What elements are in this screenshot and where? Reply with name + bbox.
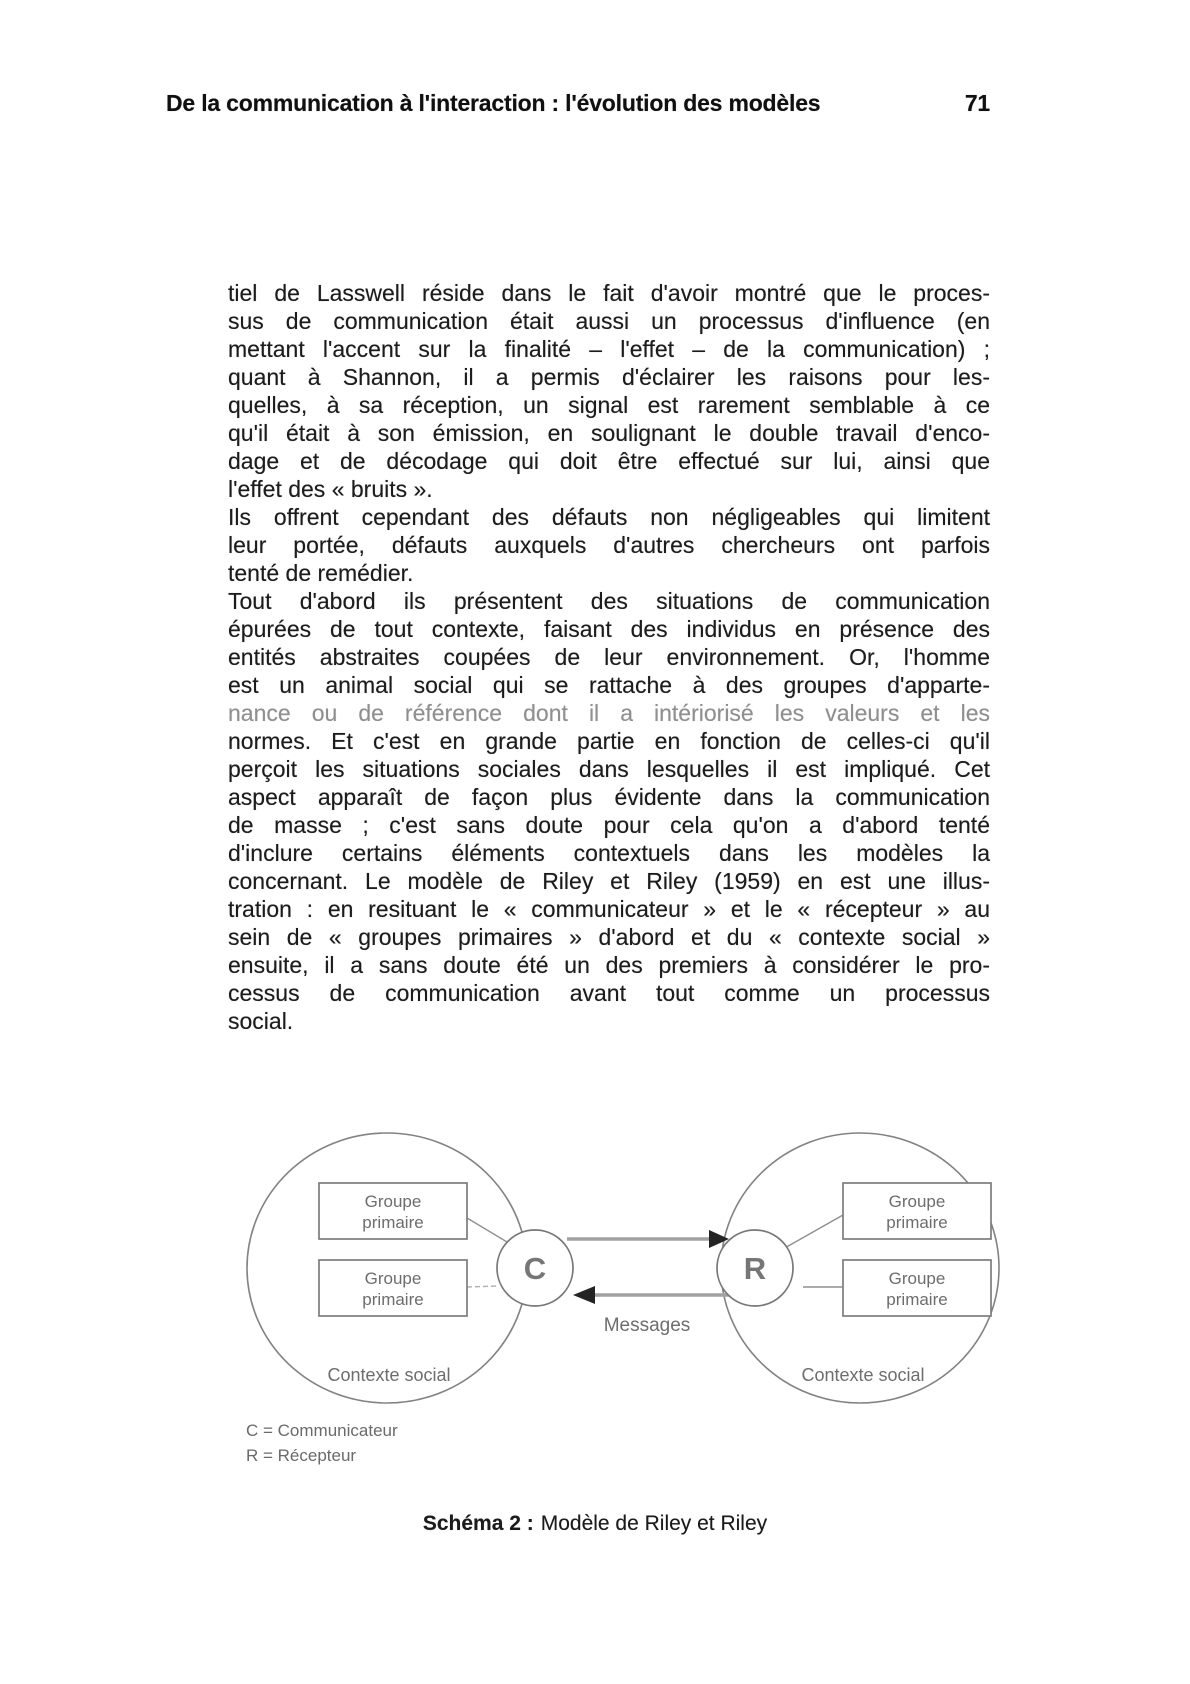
- connector-r-to-topright-box: [783, 1215, 843, 1249]
- group-label: Groupe: [888, 1192, 946, 1211]
- group-label: Groupe: [888, 1269, 946, 1288]
- messages-label: Messages: [603, 1315, 691, 1336]
- text-line: tiel de Lasswell réside dans le fait d'avoir montré que le proces-: [228, 280, 990, 306]
- figure-caption: [0, 1512, 1190, 1536]
- text-line: Ils offrent cependant des défauts non négligeables qui limitent: [228, 504, 990, 530]
- text-line: mettant l'accent sur la finalité – l'effet – de la communication) ;: [228, 336, 990, 362]
- diagram-legend: [246, 1418, 398, 1468]
- text-line: ensuite, il a sans doute été un des premiers à considérer le pro-: [228, 952, 990, 978]
- text-line: est un animal social qui se rattache à des groupes d'apparte-: [228, 672, 990, 698]
- caption-text: Modèle de Riley et Riley: [540, 1512, 768, 1535]
- text-line: quant à Shannon, il a permis d'éclairer les raisons pour les-: [228, 364, 990, 390]
- text-line: perçoit les situations sociales dans lesquelles il est impliqué. Cet: [228, 756, 990, 782]
- text-line: qu'il était à son émission, en soulignant le double travail d'enco-: [228, 420, 990, 446]
- text-line: l'effet des « bruits ».: [228, 476, 433, 502]
- page-header: [166, 90, 990, 117]
- backward-arrow-icon: [573, 1286, 595, 1304]
- text-line: d'inclure certains éléments contextuels dans les modèles la: [228, 840, 990, 866]
- text-line: aspect apparaît de façon plus évidente dans la communication: [228, 784, 990, 810]
- text-line: tenté de remédier.: [228, 560, 414, 586]
- connector-bottomleft-box-to-c: [467, 1286, 499, 1287]
- communicator-label: C: [523, 1251, 547, 1286]
- text-line: concernant. Le modèle de Riley et Riley (1959) en est une illus-: [228, 868, 990, 894]
- group-label: Groupe: [364, 1192, 422, 1211]
- riley-diagram-svg: [215, 1118, 1015, 1418]
- receiver-label: R: [743, 1251, 767, 1286]
- group-label: primaire: [362, 1290, 424, 1309]
- text-line: tration : en resituant le « communicateur » et le « récepteur » au: [228, 896, 990, 922]
- text-line: de masse ; c'est sans doute pour cela qu'on a d'abord tenté: [228, 812, 990, 838]
- text-line: social.: [228, 1008, 294, 1034]
- text-line: sein de « groupes primaires » d'abord et du « contexte social »: [228, 924, 990, 950]
- text-line: leur portée, défauts auxquels d'autres chercheurs ont parfois: [228, 532, 990, 558]
- group-label: primaire: [886, 1213, 948, 1232]
- legend-line-receiver: R = Récepteur: [246, 1446, 357, 1465]
- text-line: nance ou de référence dont il a intériorisé les valeurs et les: [228, 700, 990, 726]
- text-line: épurées de tout contexte, faisant des individus en présence des: [228, 616, 990, 642]
- caption-label: Schéma 2 :: [422, 1512, 534, 1535]
- text-line: sus de communication était aussi un processus d'influence (en: [228, 308, 990, 334]
- body-text: [228, 279, 990, 1035]
- page-number: 71: [964, 90, 990, 116]
- text-line: dage et de décodage qui doit être effectué sur lui, ainsi que: [228, 448, 990, 474]
- group-label: primaire: [886, 1290, 948, 1309]
- group-label: primaire: [362, 1213, 424, 1232]
- riley-diagram-figure: [215, 1118, 1015, 1418]
- group-label: Groupe: [364, 1269, 422, 1288]
- legend-line-communicator: C = Communicateur: [246, 1421, 398, 1440]
- text-line: entités abstraites coupées de leur environnement. Or, l'homme: [228, 644, 990, 670]
- text-line: cessus de communication avant tout comme un processus: [228, 980, 990, 1006]
- text-line: Tout d'abord ils présentent des situations de communication: [228, 588, 990, 614]
- text-line: quelles, à sa réception, un signal est rarement semblable à ce: [228, 392, 990, 418]
- context-social-label-left: Contexte social: [327, 1365, 451, 1385]
- text-line: normes. Et c'est en grande partie en fonction de celles-ci qu'il: [228, 728, 990, 754]
- context-social-label-right: Contexte social: [801, 1365, 925, 1385]
- running-head-title: De la communication à l'interaction : l'évolution des modèles: [166, 90, 821, 116]
